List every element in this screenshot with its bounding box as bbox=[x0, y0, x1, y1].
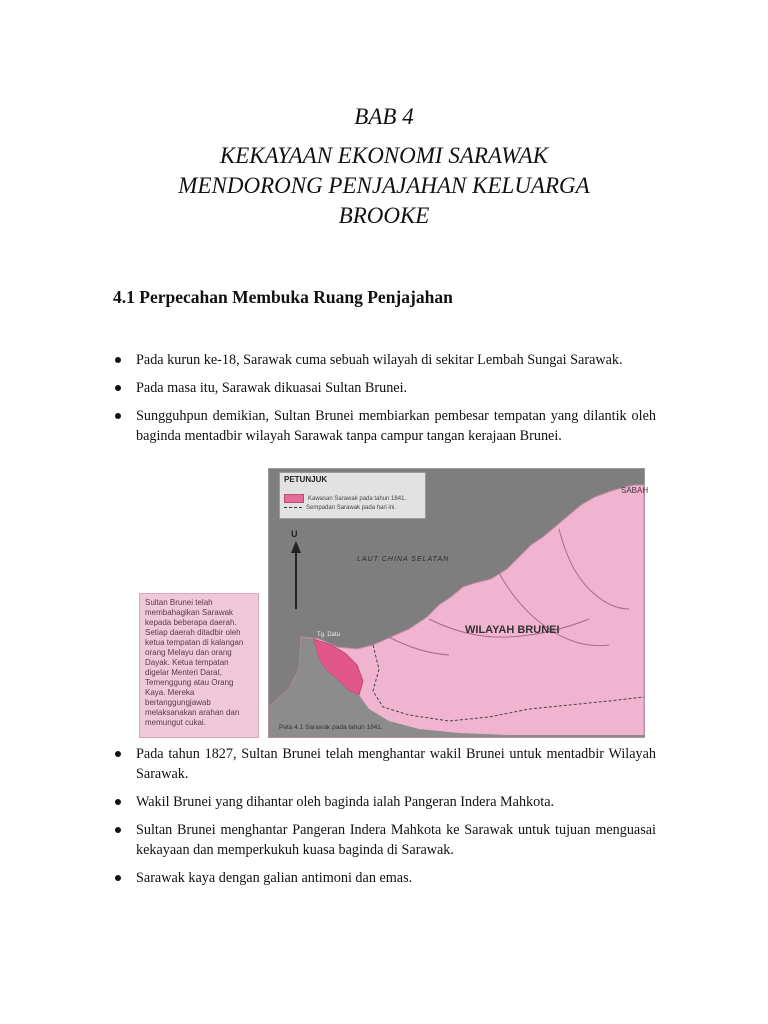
bullet-list-bottom bbox=[113, 744, 656, 896]
legend-swatch-border bbox=[284, 507, 302, 508]
legend-item-area bbox=[284, 494, 406, 503]
north-label: U bbox=[291, 529, 298, 539]
list-item: Sarawak kaya dengan galian antimoni dan emas. bbox=[113, 868, 656, 888]
chapter-title bbox=[0, 141, 768, 231]
list-item: Pada tahun 1827, Sultan Brunei telah menghantar wakil Brunei untuk mentadbir Wilayah Sarawak. bbox=[113, 744, 656, 784]
label-sea: LAUT CHINA SELATAN bbox=[357, 556, 450, 563]
legend-swatch-area bbox=[284, 494, 304, 503]
chapter-number: BAB 4 bbox=[354, 104, 414, 129]
list-item: Pada masa itu, Sarawak dikuasai Sultan Brunei. bbox=[113, 378, 656, 398]
legend-item-border bbox=[284, 505, 396, 511]
label-tg-datu: Tg. Datu bbox=[317, 632, 341, 638]
map-caption: Peta 4.1 Sarawak pada tahun 1841. bbox=[279, 724, 383, 731]
bullet-list-top bbox=[113, 350, 656, 454]
legend-label: Kawasan Sarawak pada tahun 1841. bbox=[308, 496, 407, 503]
chapter-title-line: BROOKE bbox=[338, 203, 430, 228]
note-box bbox=[139, 593, 259, 738]
map-legend bbox=[279, 472, 426, 519]
list-item: Sungguhpun demikian, Sultan Brunei membiarkan pembesar tempatan yang dilantik oleh baginda mentadbir wilayah Sarawak tanpa campur tangan kerajaan Brunei. bbox=[113, 406, 656, 446]
map-figure bbox=[268, 468, 649, 738]
list-item: Pada kurun ke-18, Sarawak cuma sebuah wilayah di sekitar Lembah Sungai Sarawak. bbox=[113, 350, 656, 370]
section-heading: 4.1 Perpecahan Membuka Ruang Penjajahan bbox=[113, 287, 453, 307]
label-wilayah-brunei: WILAYAH BRUNEI bbox=[465, 624, 560, 636]
label-sabah: SABAH bbox=[621, 486, 649, 495]
chapter-title-line: KEKAYAAN EKONOMI SARAWAK bbox=[219, 143, 549, 168]
legend-label: Sempadan Sarawak pada hari ini. bbox=[306, 505, 397, 511]
list-item: Sultan Brunei menghantar Pangeran Indera Mahkota ke Sarawak untuk tujuan menguasai kekayaan dan memperkukuh kuasa baginda di Sarawak. bbox=[113, 820, 656, 860]
legend-title: PETUNJUK bbox=[284, 475, 328, 484]
note-text: Sultan Brunei telah membahagikan Sarawak kepada beberapa daerah. Setiap daerah ditadbir oleh ketua tempatan di kalangan orang Melayu dan orang Dayak. Ketua tempatan digelar Menteri Darat, Temenggung atau Orang Kaya. Mereka bertanggungjawab melaksanakan arahan dan memungut cukai. bbox=[145, 598, 244, 727]
list-item: Wakil Brunei yang dihantar oleh baginda ialah Pangeran Indera Mahkota. bbox=[113, 792, 656, 812]
chapter-title-line: MENDORONG PENJAJAHAN KELUARGA bbox=[178, 173, 590, 198]
